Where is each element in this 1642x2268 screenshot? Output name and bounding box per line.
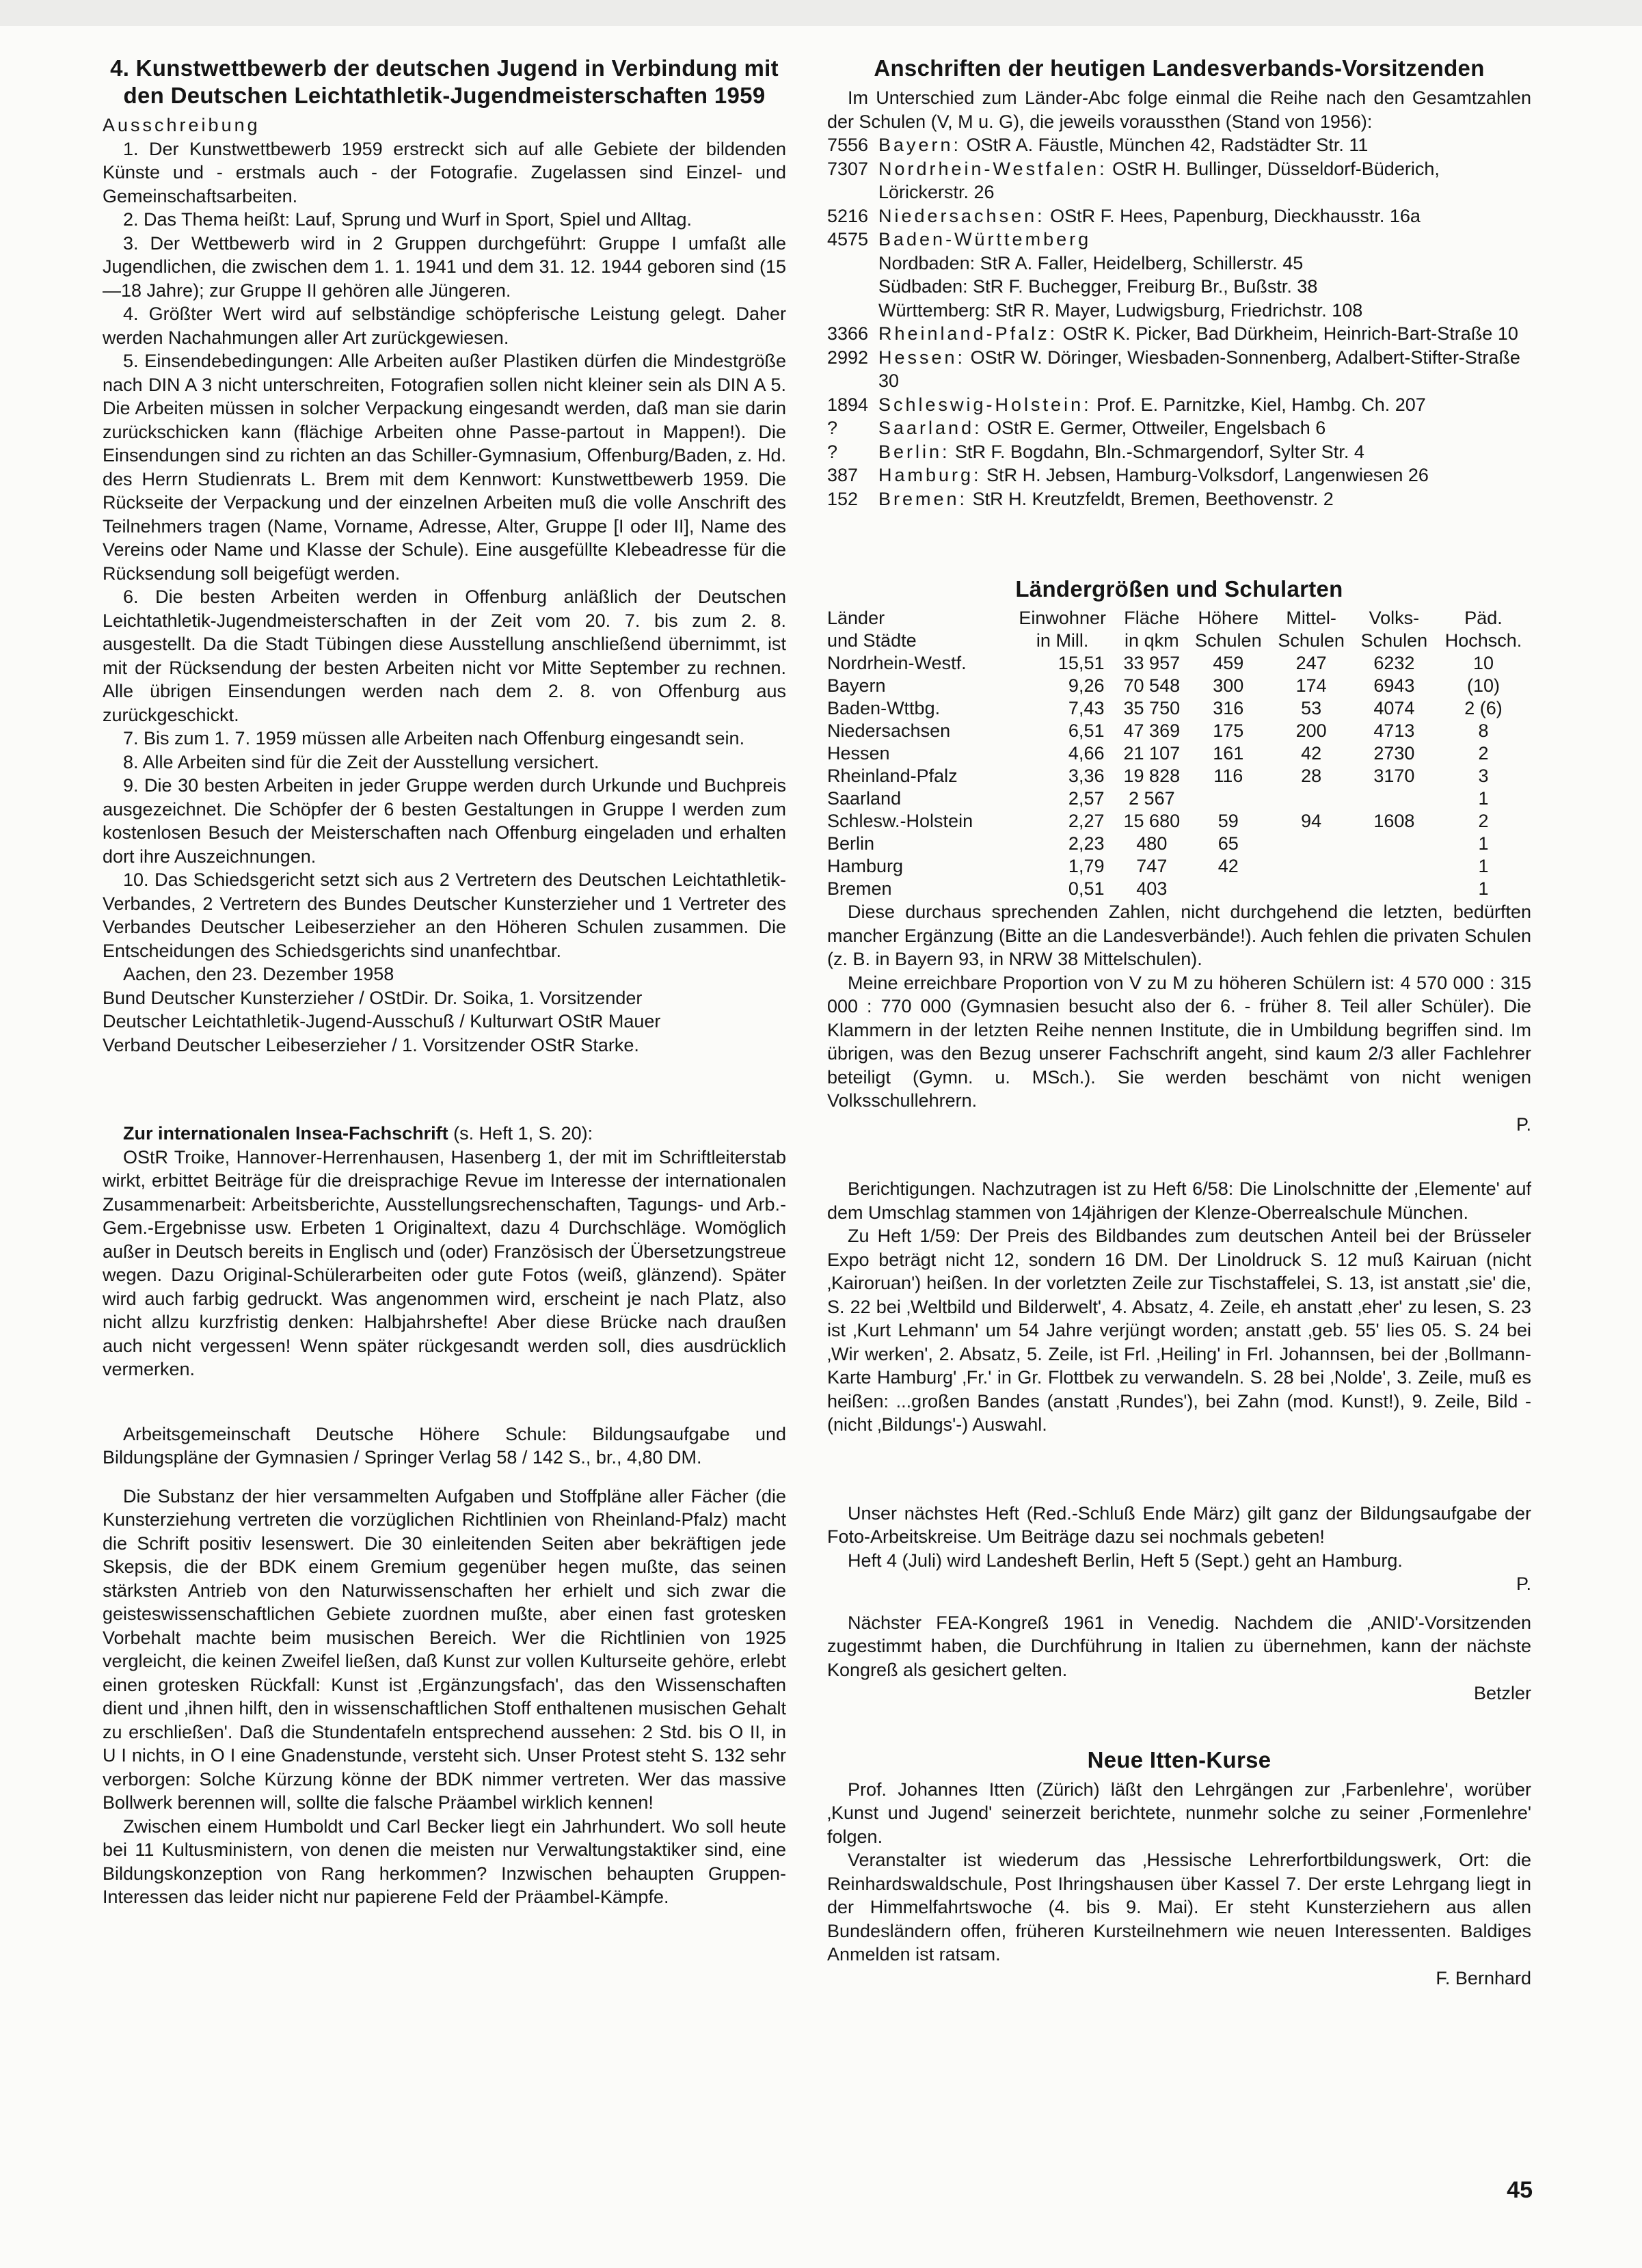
- table-cell: 33 957: [1123, 653, 1181, 673]
- table-cell: [1269, 878, 1352, 900]
- section-title: Neue Itten-Kurse: [1087, 1746, 1271, 1772]
- table-note: Meine erreichbare Proportion von V zu M zu höheren Schülern ist: 4 570 000 : 315 000 : 770 000 (Gymnasien besucht also der 6. - früher 8. Teil aller Schüler). Die Klammern in der letzten Reihe nennen Institute, die in Umbildung begriffen sind. Im übrigen, was den Bezug unserer Fachschrift angeht, sind kaum 2/3 aller Fachlehrer beteiligt (Gymn. u. MSch.). Sie werden beschämt von nicht wenigen Volksschullehrern.: [827, 972, 1531, 1111]
- table-row: [827, 855, 1531, 878]
- table-cell: 4074: [1373, 698, 1415, 718]
- table-cell: 200: [1295, 720, 1327, 741]
- table-cell: [1269, 787, 1352, 810]
- paragraph: 8. Alle Arbeiten sind für die Zeit der Ausstellung versichert.: [123, 751, 600, 772]
- table-cell: Niedersachsen: [827, 720, 951, 741]
- scan-top-edge: [0, 0, 1642, 26]
- address-sub-entry: Württemberg: StR R. Mayer, Ludwigsburg, Friedrichstr. 108: [878, 299, 1363, 321]
- table-cell: 300: [1213, 675, 1244, 696]
- table-cell: Hessen: [827, 743, 890, 764]
- paragraph: 10. Das Schiedsgericht setzt sich aus 2 Vertretern des Deutschen Leichtathletik-Verbandes, 2 Vertretern des Bundes Deutscher Kunsterzieher und 1 Vertreter des Verbandes Deutscher Leibeserzieher an den Höheren Schulen zusammen. Die Entscheidungen des Schiedsgerichts sind unanfechtbar.: [103, 869, 786, 961]
- table-cell: Bremen: [827, 878, 892, 899]
- next-issue-section: [827, 1502, 1531, 1596]
- column-header: Einwohner in Mill.: [1019, 608, 1106, 651]
- section-title: Anschriften der heutigen Landesverbands-Vorsitzenden: [874, 55, 1485, 81]
- table-cell: 94: [1301, 811, 1322, 831]
- table-cell: Berlin: [827, 833, 875, 854]
- table-cell: 3: [1478, 766, 1489, 786]
- section-title: Ländergrößen und Schularten: [1015, 576, 1343, 602]
- column-header: Päd. Hochsch.: [1444, 608, 1522, 651]
- corrections-section: [827, 1177, 1531, 1437]
- table-cell: 0,51: [1068, 878, 1105, 899]
- address-entry: 387 Hamburg: StR H. Jebsen, Hamburg-Volksdorf, Langenwiesen 26: [827, 465, 1429, 485]
- table-cell: 1: [1478, 788, 1489, 809]
- table-cell: [1353, 787, 1436, 810]
- table-cell: [1353, 878, 1436, 900]
- table-row: [827, 720, 1531, 742]
- table-cell: 6232: [1373, 653, 1415, 673]
- page-number: 45: [1507, 2177, 1533, 2203]
- right-column: [827, 55, 1531, 1990]
- table-cell: 47 369: [1123, 720, 1181, 741]
- table-cell: 2 567: [1129, 788, 1175, 809]
- table-cell: 459: [1213, 653, 1244, 673]
- table-cell: Baden-Wttbg.: [827, 698, 941, 718]
- signature-line: Verband Deutscher Leibeserzieher / 1. Vorsitzender OStR Starke.: [103, 1034, 639, 1055]
- table-cell: 4,66: [1068, 743, 1105, 764]
- paragraph: Prof. Johannes Itten (Zürich) läßt den Lehrgängen zur ‚Farbenlehre', worüber ‚Kunst und Jugend' seinerzeit berichtete, nunmehr solche zu seiner ‚Formenlehre' folgen.: [827, 1779, 1531, 1847]
- signature: P.: [1516, 1113, 1531, 1135]
- table-cell: Schlesw.-Holstein: [827, 811, 973, 831]
- column-header: Länder und Städte: [827, 608, 917, 651]
- table-cell: 1: [1478, 878, 1489, 899]
- address-entry: 2992 Hessen: OStR W. Döringer, Wiesbaden-Sonnenberg, Adalbert-Stifter-Straße 30: [827, 347, 1520, 391]
- table-cell: 65: [1217, 833, 1239, 854]
- table-row: [827, 833, 1531, 855]
- table-cell: Rheinland-Pfalz: [827, 766, 958, 786]
- table-cell: 1: [1478, 856, 1489, 876]
- table-cell: Saarland: [827, 788, 902, 809]
- table-cell: 6,51: [1068, 720, 1105, 741]
- table-cell: [1187, 787, 1269, 810]
- table-cell: Bayern: [827, 675, 886, 696]
- table-cell: 6943: [1373, 675, 1415, 696]
- table-row: [827, 675, 1531, 697]
- table-cell: 1,79: [1068, 856, 1105, 876]
- table-cell: 175: [1213, 720, 1244, 741]
- table-cell: 2: [1478, 743, 1489, 764]
- table-cell: 747: [1136, 856, 1168, 876]
- table-cell: 19 828: [1123, 766, 1181, 786]
- paragraph: Zwischen einem Humboldt und Carl Becker liegt ein Jahrhundert. Wo soll heute bei 11 Kultusministern, von denen die meisten nur Verwaltungstaktiker sind, eine Bildungskonzeption von Rang herkommen? Inzwischen behaupten Gruppen-Interessen das leider nicht nur papierene Feld der Präambel-Kämpfe.: [103, 1815, 786, 1907]
- table-row: [827, 787, 1531, 810]
- address-entry: 1894 Schleswig-Holstein: Prof. E. Parnitzke, Kiel, Hambg. Ch. 207: [827, 394, 1426, 415]
- paragraph: Unser nächstes Heft (Red.-Schluß Ende März) gilt ganz der Bildungsaufgabe der Foto-Arbeitskreise. Um Beiträge dazu sei nochmals gebeten!: [827, 1502, 1531, 1547]
- insea-heading-ref: (s. Heft 1, S. 20):: [453, 1123, 593, 1144]
- table-cell: 28: [1301, 766, 1322, 786]
- table-body: [827, 652, 1531, 900]
- table-cell: 2: [1478, 811, 1489, 831]
- table-cell: Hamburg: [827, 856, 904, 876]
- table-row: [827, 765, 1531, 787]
- table-cell: 42: [1217, 856, 1239, 876]
- table-cell: 2730: [1373, 743, 1415, 764]
- column-header: Volks- Schulen: [1360, 608, 1428, 651]
- table-cell: 3,36: [1068, 766, 1105, 786]
- article-subhead: Ausschreibung: [103, 115, 260, 135]
- address-entry: 4575 Baden-Württemberg: [827, 229, 1092, 249]
- paragraph: 4. Größter Wert wird auf selbständige schöpferische Leistung gelegt. Daher werden Nachahmungen aller Art zurückgewiesen.: [103, 303, 786, 348]
- address-entry: 152 Bremen: StR H. Kreutzfeldt, Bremen, Beethovenstr. 2: [827, 488, 1334, 509]
- article-title: 4. Kunstwettbewerb der deutschen Jugend in Verbindung mit den Deutschen Leichtathletik-Jugendmeisterschaften 1959: [110, 55, 779, 108]
- table-cell: 116: [1213, 766, 1243, 786]
- fea-section: [827, 1611, 1531, 1705]
- table-cell: 316: [1213, 698, 1244, 718]
- statistics-table: [827, 607, 1531, 900]
- table-cell: 10: [1473, 653, 1494, 673]
- table-cell: 1: [1478, 833, 1489, 854]
- kunstwettbewerb-article: [103, 55, 786, 1057]
- table-note: Diese durchaus sprechenden Zahlen, nicht durchgehend die letzten, bedürften mancher Ergänzung (Bitte an die Landesverbände!). Auch fehlen die privaten Schulen (z. B. in Bayern 93, in NRW 38 Mittelschulen).: [827, 902, 1531, 969]
- paragraph: Veranstalter ist wiederum das ‚Hessische Lehrerfortbildungswerk, Ort: die Reinhardswaldschule, Post Ihringshausen über Kassel 7. Der erste Lehrgang liegt in der Himmelfahrtswoche (4. bis 9. Mai). Er steht Kunsterziehern aus allen Bundesländern offen, früheren Kursteilnehmern wie neuen Interessenten. Baldiges Anmelden ist ratsam.: [827, 1850, 1531, 1965]
- address-entry: 5216 Niedersachsen: OStR F. Hees, Papenburg, Dieckhausstr. 16a: [827, 205, 1421, 226]
- address-entry: 7307 Nordrhein-Westfalen: OStR H. Bullinger, Düsseldorf-Büderich, Lörickerstr. 26: [827, 158, 1440, 202]
- signature: Betzler: [1473, 1683, 1531, 1703]
- table-cell: 7,43: [1068, 698, 1105, 718]
- signature: P.: [1516, 1574, 1531, 1594]
- address-entry: ? Saarland: OStR E. Germer, Ottweiler, Engelsbach 6: [827, 418, 1326, 438]
- table-cell: [1269, 855, 1352, 878]
- table-row: [827, 652, 1531, 675]
- table-cell: 42: [1301, 743, 1322, 764]
- table-cell: 161: [1213, 743, 1244, 764]
- table-cell: [1187, 878, 1269, 900]
- paragraph: 2. Das Thema heißt: Lauf, Sprung und Wurf in Sport, Spiel und Alltag.: [123, 209, 692, 230]
- table-cell: 9,26: [1068, 675, 1105, 696]
- table-row: [827, 742, 1531, 765]
- table-cell: 480: [1136, 833, 1168, 854]
- table-cell: 403: [1136, 878, 1168, 899]
- table-cell: [1353, 855, 1436, 878]
- table-cell: 3170: [1373, 766, 1415, 786]
- paragraph: 1. Der Kunstwettbewerb 1959 erstreckt sich auf alle Gebiete der bildenden Künste und - erstmals auch - der Fotografie. Zugelassen sind Einzel- und Gemeinschaftsarbeiten.: [103, 138, 786, 206]
- signature-line: Deutscher Leichtathletik-Jugend-Ausschuß / Kulturwart OStR Mauer: [103, 1011, 661, 1031]
- table-cell: 2,23: [1068, 833, 1105, 854]
- book-review: [103, 1422, 786, 1909]
- insea-note: [103, 1122, 786, 1381]
- paragraph: 9. Die 30 besten Arbeiten in jeder Gruppe werden durch Urkunde und Buchpreis ausgezeichnet. Die Schöpfer der 6 besten Gestaltungen in Gruppe I werden zum kostenlosen Besuch der Meisterschaften nach Offenburg eingeladen und erhalten dort ihre Auszeichnungen.: [103, 775, 786, 867]
- table-cell: 4713: [1373, 720, 1415, 741]
- table-cell: 2,57: [1068, 788, 1105, 809]
- address-sub-entry: Nordbaden: StR A. Faller, Heidelberg, Schillerstr. 45: [878, 252, 1304, 273]
- paragraph: 5. Einsendebedingungen: Alle Arbeiten außer Plastiken dürfen die Mindestgröße nach DIN A 3 nicht unterschreiten, Fotografien sollen nicht kleiner sein als DIN A 5. Die Arbeiten müssen in solcher Verpackung eingesandt werden, daß man sie darin zurückschicken kann (flächige Arbeiten ohne Passe-partout in Mappen!). Die Einsendungen sind zu richten an das Schiller-Gymnasium, Offenburg/Baden, z. Hd. des Herrn Studienrats L. Brem mit dem Kennwort: Kunstwettbewerb 1959. Die Rückseite der Verpackung und der einzelnen Arbeiten muß die volle Anschrift des Teilnehmers tragen (Name, Vorname, Adresse, Alter, Gruppe [I oder II], Name des Vereins oder Name und Klasse der Schule). Eine ausgefüllte Klebeadresse für die Rücksendung soll beigefügt werden.: [103, 351, 786, 584]
- table-cell: 2,27: [1068, 811, 1105, 831]
- paragraph: 6. Die besten Arbeiten werden in Offenburg anläßlich der Deutschen Leichtathletik-Jugendmeisterschaften in der Zeit vom 20. 7. bis zum 2. 8. ausgestellt. Da die Stadt Tübingen diese Ausstellung anschließend übernimmt, ist mit der Rücksendung der besten Arbeiten nicht vor Mitte September zu rechnen. Alle übrigen Einsendungen werden nach dem 2. 8. von Offenburg aus zurückgeschickt.: [103, 586, 786, 725]
- column-header: Mittel- Schulen: [1278, 608, 1345, 651]
- table-cell: 35 750: [1123, 698, 1181, 718]
- address-entry: 3366 Rheinland-Pfalz: OStR K. Picker, Bad Dürkheim, Heinrich-Bart-Straße 10: [827, 323, 1518, 344]
- paragraph: 3. Der Wettbewerb wird in 2 Gruppen durchgeführt: Gruppe I umfaßt alle Jugendlichen, die zwischen dem 1. 1. 1941 und dem 31. 12. 1944 geboren sind (15—18 Jahre); zur Gruppe II gehören alle Jüngeren.: [103, 232, 786, 301]
- table-row: [827, 697, 1531, 720]
- insea-heading: Zur internationalen Insea-Fachschrift: [123, 1123, 448, 1144]
- left-column: [103, 55, 786, 1909]
- column-header: Fläche in qkm: [1124, 608, 1180, 651]
- table-cell: 59: [1217, 811, 1239, 831]
- addresses-section: [827, 55, 1531, 511]
- table-cell: [1269, 833, 1352, 855]
- dateline: Aachen, den 23. Dezember 1958: [123, 964, 394, 984]
- table-cell: 21 107: [1123, 743, 1181, 764]
- table-cell: 247: [1295, 653, 1327, 673]
- table-cell: 15 680: [1123, 811, 1181, 831]
- table-cell: 174: [1295, 675, 1327, 696]
- table-cell: 70 548: [1123, 675, 1181, 696]
- table-header-row: [827, 607, 1531, 652]
- insea-text: OStR Troike, Hannover-Herrenhausen, Hasenberg 1, der mit im Schriftleiterstab wirkt, erbittet Beiträge für die dreisprachige Revue im Interesse der internationalen Zusammenarbeit: Arbeitsberichte, Ausstellungsrechenschaften, Tagungs- und Arb.-Gem.-Ergebnisse usw. Erbeten 1 Originaltext, dazu 4 Durchschläge. Womöglich außer in Deutsch bereits in Englisch und (oder) Französisch der Übersetzungstreue wegen. Dazu Original-Schülerarbeiten oder gute Fotos (weiß, glänzend). Später wird auch farbig gedruckt. Was angenommen wird, erscheint je nach Platz, also nicht allzu kurzfristig denken: Halbjahrshefte! Aber diese Brücke nach draußen auch nicht vergessen! Wenn später rückgesandt werden soll, dies ausdrücklich vermerken.: [103, 1146, 786, 1379]
- statistics-section: [827, 576, 1531, 1136]
- column-header: Höhere Schulen: [1195, 608, 1262, 651]
- table-row: [827, 878, 1531, 900]
- table-cell: 1608: [1373, 811, 1415, 831]
- address-entry: 7556 Bayern: OStR A. Fäustle, München 42, Radstädter Str. 11: [827, 135, 1369, 155]
- addresses-intro: Im Unterschied zum Länder-Abc folge einmal die Reihe nach den Gesamtzahlen der Schulen (V, M u. G), die jeweils voraussthen (Stand von 1956):: [827, 87, 1531, 132]
- table-cell: 53: [1301, 698, 1322, 718]
- address-sub-entry: Südbaden: StR F. Buchegger, Freiburg Br., Bußstr. 38: [878, 276, 1318, 297]
- paragraph: Berichtigungen. Nachzutragen ist zu Heft 6/58: Die Linolschnitte der ‚Elemente' auf dem Umschlag stammen von 14jährigen der Klenze-Oberrealschule München.: [827, 1178, 1531, 1223]
- table-row: [827, 810, 1531, 833]
- itten-section: [827, 1746, 1531, 1990]
- table-cell: (10): [1467, 675, 1500, 696]
- paragraph: 7. Bis zum 1. 7. 1959 müssen alle Arbeiten nach Offenburg eingesandt sein.: [123, 728, 745, 748]
- signature-line: Bund Deutscher Kunsterzieher / OStDir. Dr. Soika, 1. Vorsitzender: [103, 987, 643, 1008]
- signature: F. Bernhard: [1436, 1967, 1531, 1988]
- paragraph: Zu Heft 1/59: Der Preis des Bildbandes zum deutschen Anteil bei der Brüsseler Expo beträgt nicht 12, sondern 16 DM. Der Linoldruck S. 12 muß Kairuan (nicht ‚Kairoruan') heißen. In der vorletzten Zeile zur Tischstaffelei, S. 13, ist anstatt ‚sie' die, S. 22 bei ‚Weltbild und Bilderwelt', 4. Absatz, 4. Zeile, eh anstatt ‚eher' zu lesen, S. 23 ist ‚Kurt Lehmann' um 54 Jahre verjüngt worden; anstatt ‚geb. 55' lies 05. S. 24 bei ‚Wir werken', 2. Absatz, 5. Zeile, ist Frl. ‚Heiling' in Frl. Johannsen, bei der ‚Bollmann-Karte Hamburg' ‚Fr.' in Gr. Flottbek zu verwandeln. S. 28 bei ‚Nolde', 3. Zeile, muß es heißen: ...großen Bandes (anstatt ‚Rundes'), bei Zahn (mod. Kunst!), 9. Zeile, Bild - (nicht ‚Bildungs'-) Auswahl.: [827, 1226, 1531, 1435]
- paragraph: Heft 4 (Juli) wird Landesheft Berlin, Heft 5 (Sept.) geht an Hamburg.: [848, 1550, 1403, 1571]
- table-cell: 8: [1478, 720, 1489, 741]
- review-intro: Arbeitsgemeinschaft Deutsche Höhere Schule: Bildungsaufgabe und Bildungspläne der Gymnasien / Springer Verlag 58 / 142 S., br., 4,80 DM.: [103, 1423, 786, 1468]
- table-cell: 15,51: [1058, 653, 1105, 673]
- paragraph: Die Substanz der hier versammelten Aufgaben und Stoffpläne aller Fächer (die Kunsterziehung vertreten die vorzüglichen Richtlinien von Rheinland-Pfalz) macht die Schrift positiv lesenswert. Die 30 einleitenden Seiten aber bekräftigen jede Skepsis, die der BDK einem Gremium gegenüber hegen mußte, das seinen stärksten Antrieb von den Naturwissenschaften her erhielt und sich zwar die geisteswissenschaftlichen Gebiete zuordnen mußte, aber einen fast grotesken Vorbehalt machte beim musischen Bereich. Wer die Richtlinien von 1925 vergleicht, die keinen Zweifel ließen, daß Kunst zur vollen Kulturseite gehöre, erlebt einen grotesken Rückfall: Kunst ist ‚Ergänzungsfach', das den Wissenschaften dient und ‚ihnen hilft, den in wissenschaftlichen Stoff enthaltenen musischen Gehalt zu erschließen'. Daß die Stundentafeln entsprechend aussehen: 2 Std. bis O II, in U I nichts, in O I eine Gnadenstunde, versteht sich. Unser Protest steht S. 132 sehr verborgen: Solche Kürzung könne der BDK nimmer vertreten. Wer das massive Bollwerk berennen will, sollte die falsche Präambel wirklich kennen!: [103, 1485, 786, 1813]
- address-entry: ? Berlin: StR F. Bogdahn, Bln.-Schmargendorf, Sylter Str. 4: [827, 441, 1364, 462]
- table-cell: [1353, 833, 1436, 855]
- table-cell: 2 (6): [1464, 698, 1503, 718]
- table-cell: Nordrhein-Westf.: [827, 653, 967, 673]
- paragraph: Nächster FEA-Kongreß 1961 in Venedig. Nachdem die ‚ANID'-Vorsitzenden zugestimmt haben, die Durchführung in Italien zu übernehmen, kann der nächste Kongreß als gesichert gelten.: [827, 1612, 1531, 1680]
